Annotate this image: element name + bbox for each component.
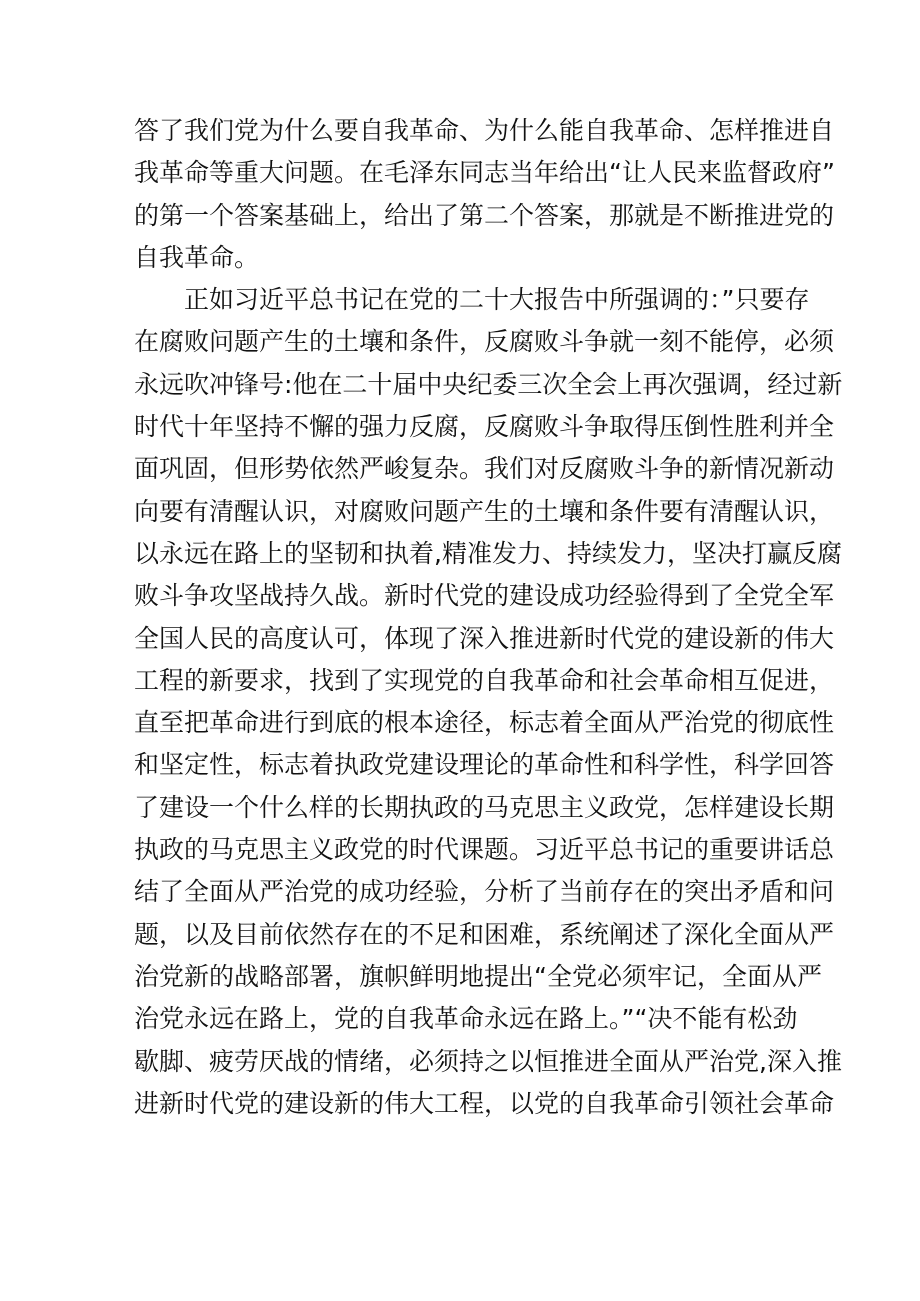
text-line: 治党新的战略部署，旗帜鲜明地提出“全党必须牢记，全面从严	[134, 961, 822, 991]
text-line: 治党永远在路上，党的自我革命永远在路上。”“决不能有松劲	[134, 1004, 798, 1034]
text-line: 我革命等重大问题。在毛泽东同志当年给出“让人民来监督政府”	[134, 158, 835, 188]
text-line: 答了我们党为什么要自我革命、为什么能自我革命、怎样推进自	[134, 116, 835, 145]
text-line: 以永远在路上的坚韧和执着,精准发力、持续发力，坚决打赢反腐	[134, 538, 842, 568]
text-line: 题，以及目前依然存在的不足和困难，系统阐述了深化全面从严	[134, 919, 835, 949]
text-line: 和坚定性，标志着执政党建设理论的革命性和科学性，科学回答	[134, 750, 835, 780]
text-line: 结了全面从严治党的成功经验，分析了当前存在的突出矛盾和问	[134, 877, 835, 907]
text-line: 了建设一个什么样的长期执政的马克思主义政党，怎样建设长期	[134, 792, 835, 822]
text-line: 面巩固，但形势依然严峻复杂。我们对反腐败斗争的新情况新动	[134, 454, 835, 484]
text-line: 工程的新要求，找到了实现党的自我革命和社会革命相互促进，	[134, 665, 835, 695]
text-line: 的第一个答案基础上，给出了第二个答案，那就是不断推进党的	[134, 200, 835, 230]
text-line: 全国人民的高度认可，体现了深入推进新时代党的建设新的伟大	[134, 623, 835, 653]
text-line: 败斗争攻坚战持久战。新时代党的建设成功经验得到了全党全军	[134, 581, 835, 611]
text-line: 向要有清醒认识，对腐败问题产生的土壤和条件要有清醒认识，	[134, 496, 835, 526]
text-line: 直至把革命进行到底的根本途径，标志着全面从严治党的彻底性	[134, 708, 835, 738]
paragraph-1	[134, 110, 835, 279]
body-text	[134, 110, 843, 1125]
text-line: 进新时代党的建设新的伟大工程，以党的自我革命引领社会革命	[134, 1088, 835, 1118]
paragraph-2	[134, 279, 843, 1125]
text-line: 永远吹冲锋号:他在二十届中央纪委三次全会上再次强调，经过新	[134, 369, 843, 399]
text-line: 在腐败问题产生的土壤和条件，反腐败斗争就一刻不能停，必须	[134, 327, 835, 357]
text-line: 正如习近平总书记在党的二十大报告中所强调的：”只要存	[184, 285, 810, 315]
text-line: 自我革命。	[134, 242, 260, 272]
text-line: 歇脚、疲劳厌战的情绪，必须持之以恒推进全面从严治党,深入推	[134, 1046, 842, 1076]
text-line: 执政的马克思主义政党的时代课题。习近平总书记的重要讲话总	[134, 835, 835, 865]
text-line: 时代十年坚持不懈的强力反腐，反腐败斗争取得压倒性胜利并全	[134, 412, 835, 442]
